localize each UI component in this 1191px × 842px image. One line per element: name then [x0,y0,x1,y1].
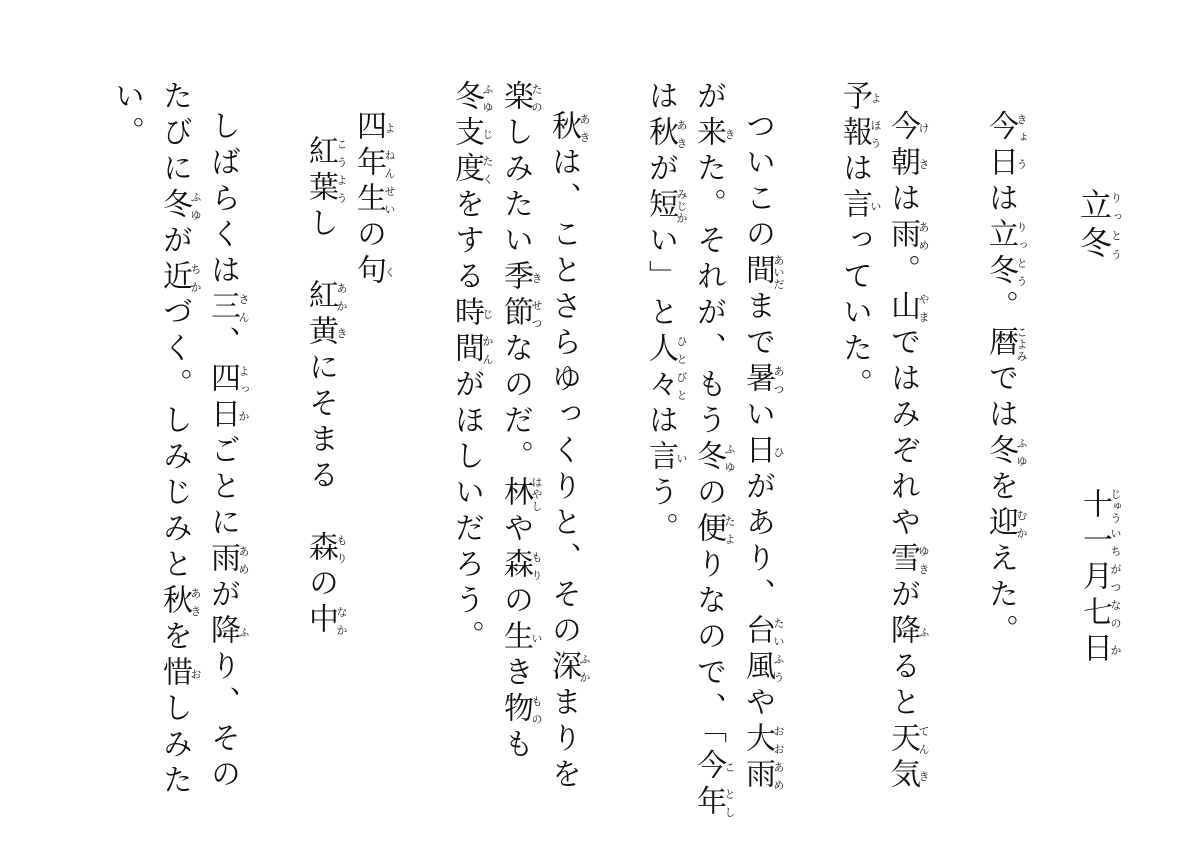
body-line-9: 冬ふゆ支じ度たくをする時じ間かんがほしいだろう。 [449,80,494,656]
body-line-6: は秋あきが短みじかい」と人ひと々びとは言いう。 [643,80,688,548]
body-line-4: ついこの間あいだまで暑あつい日ひがあり、台たい風ふうや大おお雨あめ [740,110,785,794]
body-line-12: しばらくは三さん、四よっ日かごとに雨あめが降ふり、その [205,110,250,794]
body-line-7: 秋あきは、ことさらゆっくりと、その深ふかまりを [546,110,591,794]
essay-title: 立りっ冬とう [1075,188,1123,264]
body-line-1: 今きょ日うは立りっ冬とう。暦こよみでは冬ふゆを迎むかえた。 [983,110,1028,650]
body-line-13: たびに冬ふゆが近ちかづく。しみじみと秋あきを惜おしみた [157,80,202,800]
essay-date: 十じゅう一いち月がつ七なの日か [1077,488,1122,668]
body-line-14: い。 [109,80,144,152]
body-line-5: が来きた。それが、もう冬ふゆの便たよりなので、「今こ年とし [691,80,736,821]
body-line-3: 予よ報ほうは言いっていた。 [837,80,882,404]
haiku-text: 紅こう葉ようし 紅あか黄きにそまる 森もりの中なか [303,135,348,639]
haiku-heading: 四よ年ねん生せいの句く [351,110,396,290]
body-line-8: 楽たのしみたい季き節せつなのだ。林はやしや森もりの生いき物ものも [498,80,543,764]
body-line-2: 今け朝さは雨あめ。山やまではみぞれや雪ゆきが降ふると天てん気き [885,110,930,794]
